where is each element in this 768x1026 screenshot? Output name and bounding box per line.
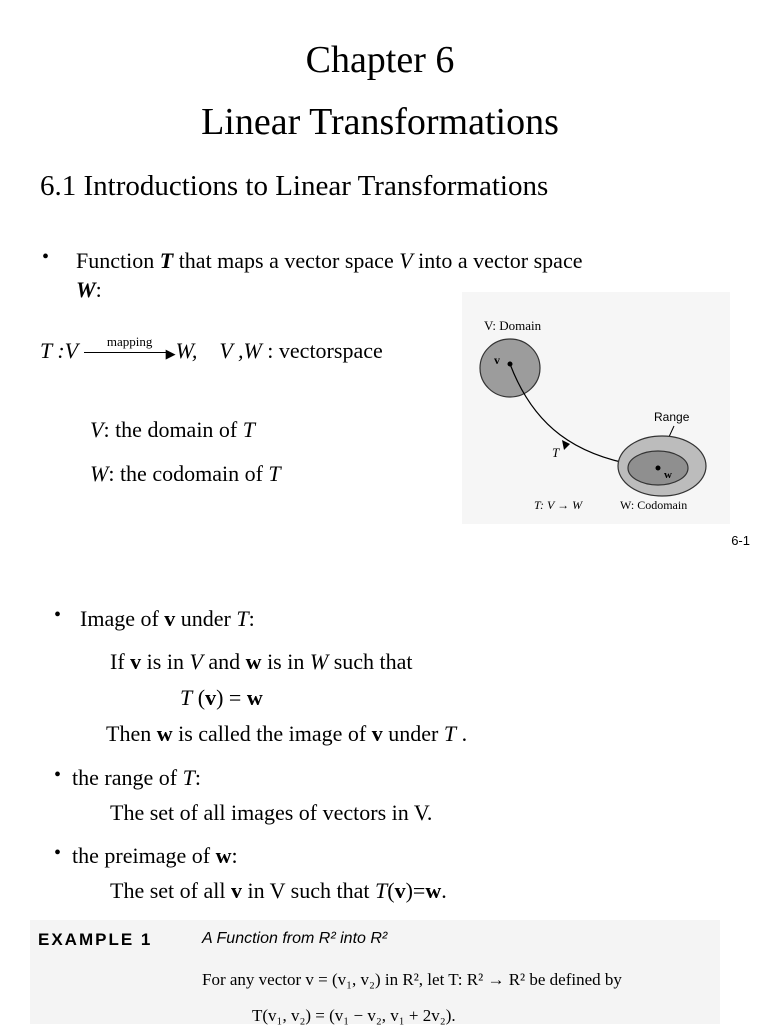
v-label: v [494,353,500,367]
if-line: If v is in V and w is in W such that [110,649,413,674]
bullet-dot: • [42,246,50,268]
w-label: w [664,469,672,481]
example-box [30,920,720,1024]
preimage-description: The set of all v in V such that T(v)=w. [110,878,447,903]
then-line: Then w is called the image of v under T . [106,721,468,746]
function-description: Function T that maps a vector space V into a vector space [76,248,583,273]
mapping-equation: T :V mapping ▶ W, V ,W : vectorspace [40,333,383,363]
t-label: T [552,445,560,460]
mapping-arrow: mapping ▶ [84,342,176,364]
tv-equation: T (v) = w [180,685,263,710]
domain-ellipse [480,339,540,397]
codomain-label: W: Codomain [620,498,688,512]
example-definition: For any vector v = (v₁, v₂) in R², let T: R² → R² be defined by [202,970,622,989]
bullet-dot: • [54,764,62,786]
preimage-bullet: the preimage of w: [72,843,238,868]
map-label: T: V → W [534,498,583,512]
bullet-dot: • [54,604,62,626]
mapping-diagram [462,292,730,524]
codomain-line: W: the codomain of T [90,461,281,486]
domain-line: V: the domain of T [90,417,256,442]
bullet-dot: • [54,842,62,864]
page-number: 6-1 [731,533,750,548]
chapter-title: Linear Transformations [201,101,559,143]
range-label: Range [654,410,690,424]
example-subtitle: A Function from R² into R² [202,930,388,947]
range-bullet: the range of T: [72,765,201,790]
function-description-cont: W: [76,277,102,302]
image-bullet: Image of v under T: [80,606,255,631]
chapter-heading: Chapter 6 [305,39,455,81]
w-point [656,466,661,471]
range-description: The set of all images of vectors in V. [110,800,433,825]
example-heading: EXAMPLE 1 [38,930,153,949]
domain-label: V: Domain [484,318,542,333]
example-formula: T(v₁, v₂) = (v₁ − v₂, v₁ + 2v₂). [252,1006,456,1025]
section-heading: 6.1 Introductions to Linear Transformations [40,170,549,202]
